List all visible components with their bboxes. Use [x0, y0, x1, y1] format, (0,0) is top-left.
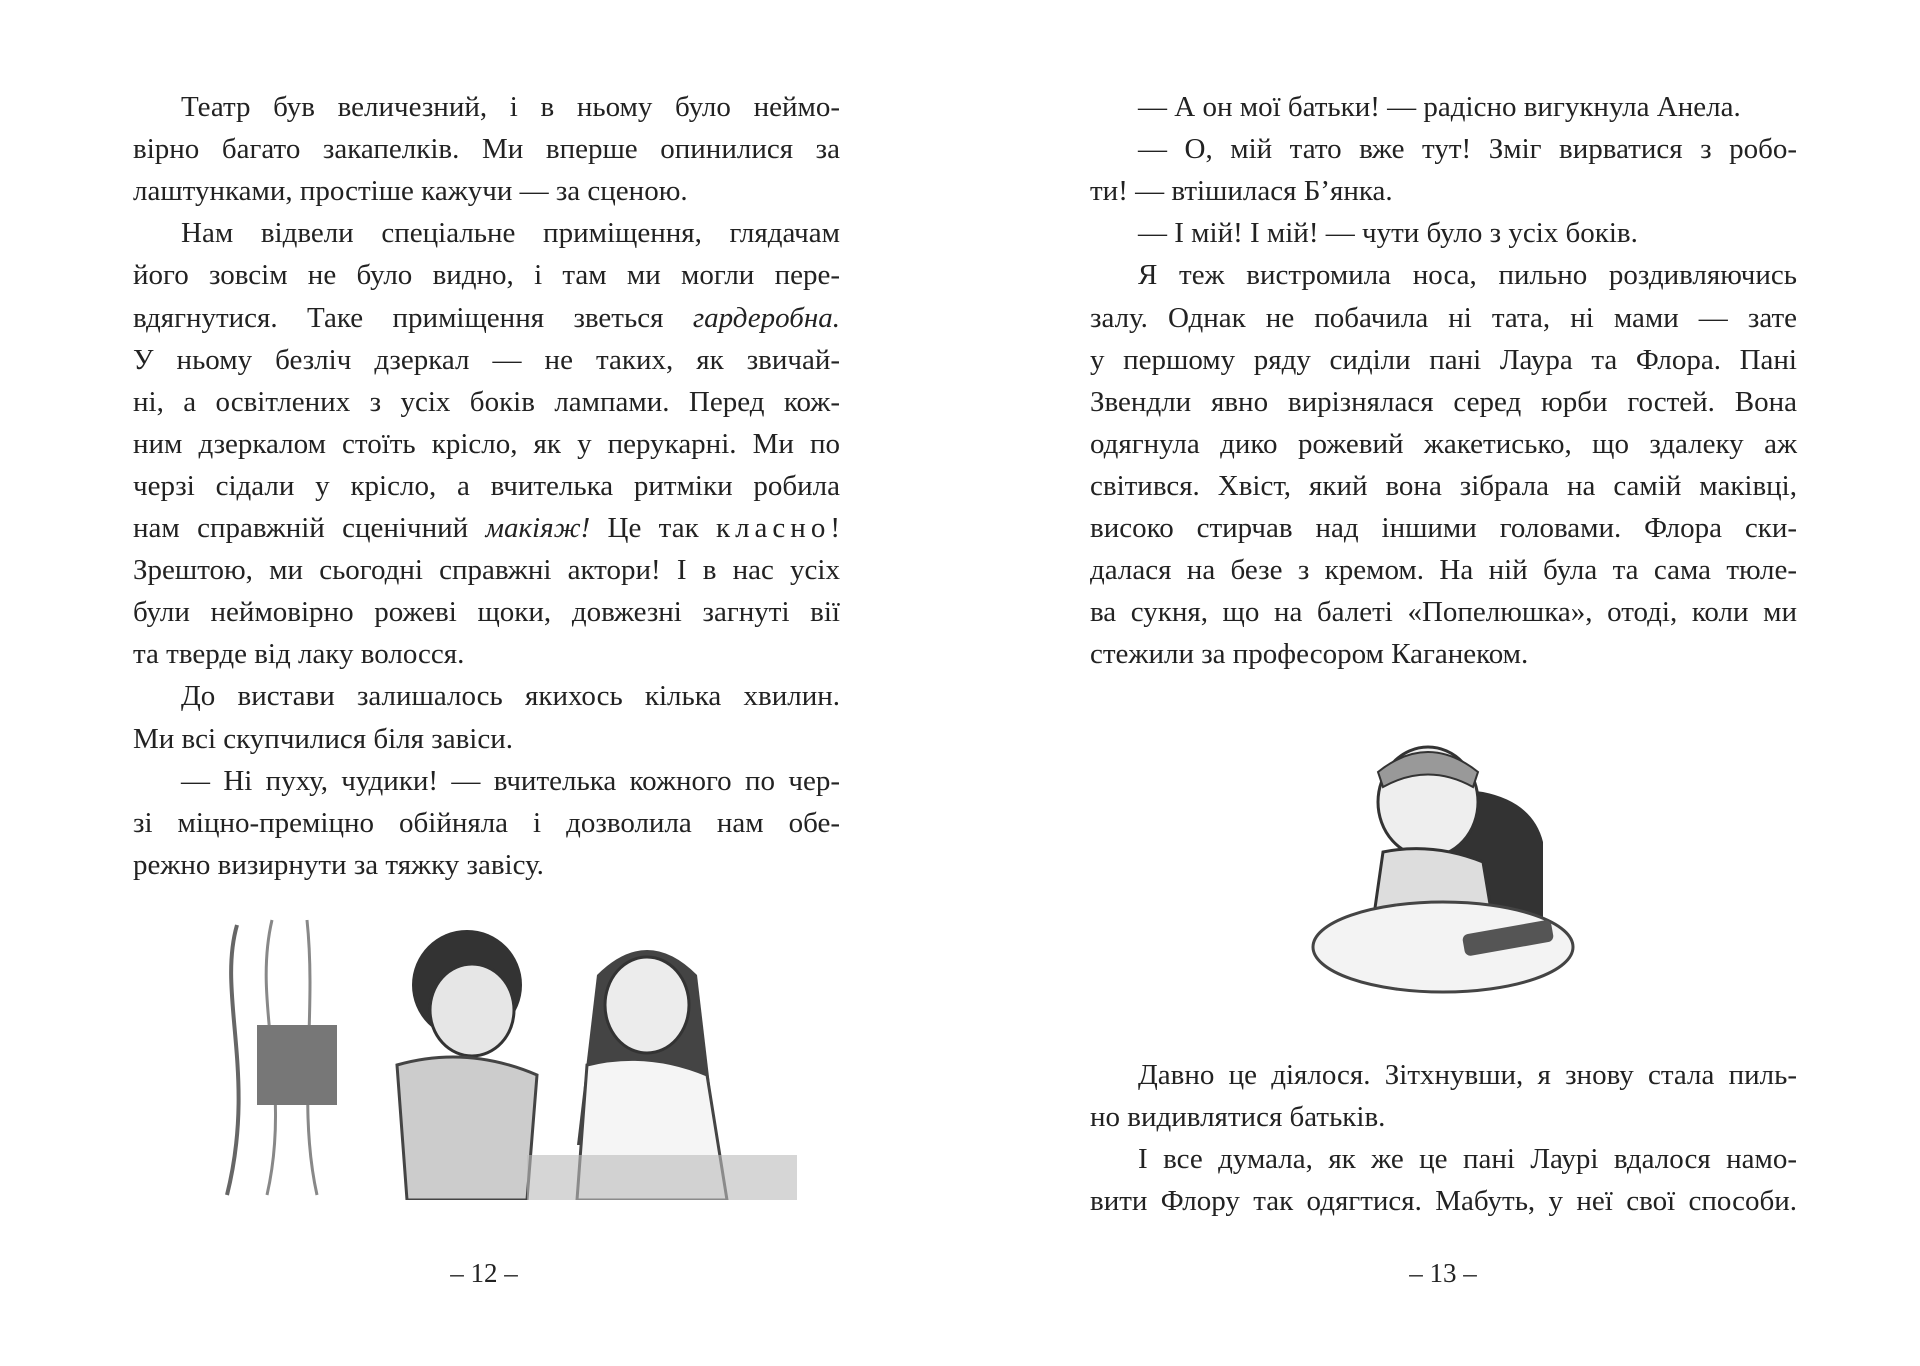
text-segment: Давно це діялося. Зітхнувши, я знову стала пиль-	[1138, 1059, 1797, 1091]
text-segment: ним дзеркалом стоїть крісло, як у перукарні. Ми по	[133, 427, 840, 460]
text-line	[133, 760, 840, 802]
text-segment: черзі сідали у крісло, а вчителька ритміки робила	[133, 469, 840, 502]
text-line	[1090, 507, 1797, 549]
text-line	[1090, 591, 1797, 633]
text-line	[1090, 212, 1797, 254]
text-line	[1090, 465, 1797, 507]
text-segment: — А он мої батьки! — радісно вигукнула Анела.	[1138, 91, 1741, 123]
text-line	[133, 170, 840, 212]
text-segment: Театр був величезний, і в ньому було неймо-	[181, 91, 840, 123]
text-segment: лаштунками, простіше кажучи — за сценою.	[133, 175, 688, 208]
page-number-right: – 13 –	[1409, 1258, 1477, 1288]
text-segment: його зовсім не було видно, і там ми могли пере-	[133, 259, 840, 292]
flora-in-armchair-illustration	[1243, 732, 1603, 997]
text-segment: одягнула дико рожевий жакетисько, що здалеку аж	[1090, 427, 1797, 460]
text-segment: гардеробна.	[692, 301, 840, 334]
text-segment: Нам відвели спеціальне приміщення, глядачам	[181, 217, 840, 250]
text-line	[1090, 1054, 1797, 1096]
text-segment: макіяж!	[485, 512, 591, 544]
text-line	[133, 718, 840, 760]
text-line	[133, 254, 840, 296]
text-segment: та тверде від лаку волосся.	[133, 638, 465, 671]
text-segment: світився. Хвіст, який вона зібрала на самій маківці,	[1090, 469, 1797, 502]
text-segment: залу. Однак не побачила ні тата, ні мами — зате	[1090, 301, 1797, 334]
text-line	[1090, 381, 1797, 423]
girls-behind-curtain-illustration	[197, 915, 797, 1200]
text-line	[1090, 1096, 1797, 1138]
text-segment: У ньому безліч дзеркал — не таких, як звичай-	[133, 343, 840, 376]
text-segment: були неймовірно рожеві щоки, довжезні загнуті вії	[133, 596, 840, 629]
text-line	[133, 507, 840, 549]
text-segment: високо стирчав над іншими головами. Флора ски-	[1090, 512, 1797, 544]
text-segment: далася на безе з кремом. На ній була та сама тюле-	[1090, 554, 1797, 587]
text-line	[1090, 423, 1797, 465]
text-segment: зі міцно-преміцно обійняла і дозволила нам обе-	[133, 806, 840, 839]
text-segment: Це так	[590, 512, 716, 544]
page-number-left: – 12 –	[450, 1258, 518, 1288]
text-segment: вдягнутися. Таке приміщення зветься	[133, 301, 693, 334]
text-line	[133, 465, 840, 507]
text-line	[1090, 86, 1797, 128]
text-line	[133, 381, 840, 423]
text-segment: режно визирнути за тяжку завісу.	[133, 848, 544, 881]
text-line	[133, 297, 840, 339]
text-line	[133, 423, 840, 465]
text-line	[1090, 128, 1797, 170]
text-segment: І все думала, як же це пані Лаурі вдалося намо-	[1138, 1143, 1797, 1175]
text-segment: Ми всі скупчилися біля завіси.	[133, 722, 513, 755]
text-line	[1090, 1138, 1797, 1180]
text-line	[1090, 339, 1797, 381]
text-line	[1090, 633, 1797, 675]
text-line	[133, 675, 840, 717]
text-segment: Зрештою, ми сьогодні справжні актори! І в нас усіх	[133, 554, 840, 587]
text-segment: стежили за професором Каганеком.	[1090, 638, 1529, 671]
text-segment: Звендли явно вирізнялася серед юрби гостей. Вона	[1090, 385, 1797, 418]
text-segment: ти! — втішилася Б’янка.	[1090, 175, 1393, 208]
text-line	[133, 591, 840, 633]
text-line	[133, 339, 840, 381]
text-segment: Я теж вистромила носа, пильно роздивляючись	[1138, 259, 1797, 292]
text-segment: — Ні пуху, чудики! — вчителька кожного по чер-	[181, 764, 840, 797]
text-line	[1090, 1180, 1797, 1222]
text-segment: — І мій! І мій! — чути було з усіх боків.	[1138, 217, 1638, 250]
text-segment: — О, мій тато вже тут! Зміг вирватися з робо-	[1138, 133, 1797, 166]
text-segment: у першому ряду сиділи пані Лаура та Флора. Пані	[1090, 343, 1797, 376]
text-line	[133, 844, 840, 886]
text-segment: класно	[716, 512, 831, 544]
text-line	[133, 86, 840, 128]
text-line	[133, 633, 840, 675]
text-segment: ва сукня, що на балеті «Попелюшка», отоді, коли ми	[1090, 596, 1797, 629]
text-line	[133, 128, 840, 170]
text-segment: нам справжній сценічний	[133, 512, 486, 544]
text-segment: ні, а освітлених з усіх боків лампами. Перед кож-	[133, 385, 840, 418]
text-line	[1090, 549, 1797, 591]
text-segment: !	[830, 512, 840, 544]
text-segment: До вистави залишалось якихось кілька хвилин.	[181, 680, 840, 713]
text-segment: но видивлятися батьків.	[1090, 1101, 1386, 1133]
text-segment: вити Флору так одягтися. Мабуть, у неї свої способи.	[1090, 1185, 1797, 1217]
text-line	[133, 549, 840, 591]
text-segment: вірно багато закапелків. Ми вперше опинилися за	[133, 133, 840, 166]
text-line	[1090, 254, 1797, 296]
text-line	[1090, 170, 1797, 212]
text-line	[133, 212, 840, 254]
text-line	[133, 802, 840, 844]
text-line	[1090, 297, 1797, 339]
